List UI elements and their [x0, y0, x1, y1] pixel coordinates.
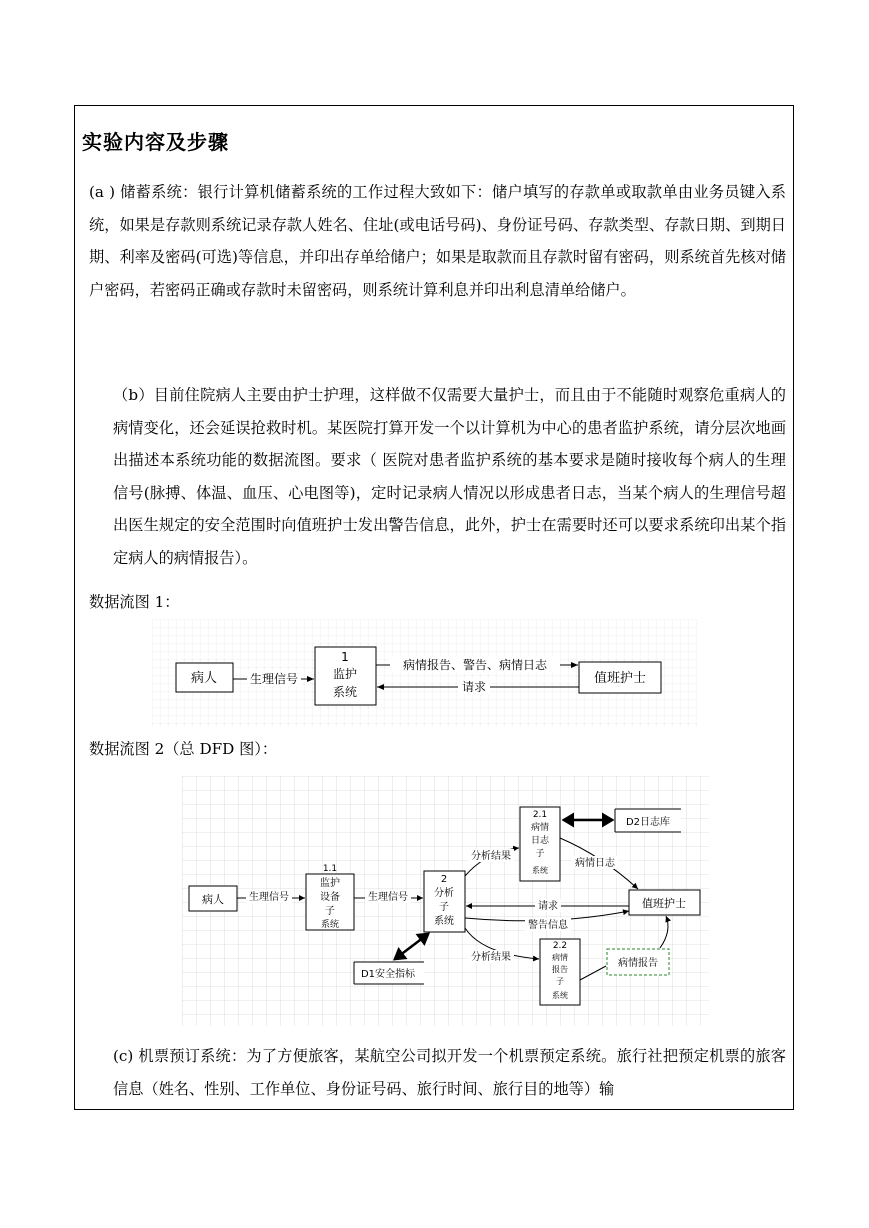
dfd2-process-2-2-l1: 病情	[552, 953, 568, 962]
dfd2-process-2-2-num: 2.2	[552, 941, 568, 951]
dfd1-flow-signal-label: 生理信号	[249, 672, 299, 686]
dfd1-flow-request-label: 请求	[461, 680, 487, 694]
dfd2-process-2-l3: 系统	[434, 916, 454, 927]
dfd2-process-2-num: 2	[440, 874, 448, 885]
dfd2-process-2-l1: 分析	[434, 888, 454, 899]
dfd2-process-2-2-l2: 报告	[552, 965, 568, 974]
dfd2-flow-signal-1-label: 生理信号	[249, 892, 289, 903]
dfd2-diagram	[182, 776, 709, 1026]
dfd1-process-number: 1	[341, 650, 349, 664]
dfd1-nurse-label: 值班护士	[593, 671, 647, 686]
dfd2-patient-label: 病人	[202, 893, 224, 906]
dfd2-flow-result-2-label: 分析结果	[471, 952, 511, 963]
dfd2-process-2-1-l2: 日志	[530, 836, 550, 846]
dfd2-process-2-l2: 子	[439, 902, 449, 913]
dfd2-store-d1-label: D1安全指标	[360, 969, 416, 980]
dfd2-store-d2-label: D2日志库	[625, 817, 671, 828]
dfd2-flow-request-label: 请求	[538, 901, 558, 912]
dfd2-process-1-1-l1: 监护	[320, 878, 340, 889]
paragraph-a: (a ) 储蓄系统：银行计算机储蓄系统的工作过程大致如下：储户填写的存款单或取款单由业务员键入系统，如果是存款则系统记录存款人姓名、住址(或电话号码)、身份证号码、存款类型、存款日期、到期日期、利率及密码(可选)等信息，并印出存单给储户；如果是取款而且存款时留有密码，则系统首先核对储户密码，若密码正确或存款时未留密码，则系统计算利息并印出利息清单给储户。	[89, 183, 786, 299]
dfd2-process-1-1-l3: 子	[325, 906, 335, 917]
dfd2-caption: 数据流图 2（总 DFD 图）：	[89, 740, 278, 758]
dfd2-process-1-1-l4: 系统	[320, 920, 340, 930]
dfd2-flow-log-label: 病情日志	[575, 858, 615, 869]
dfd2-flow-warning-label: 警告信息	[528, 920, 568, 931]
dfd2-nurse-label: 值班护士	[642, 897, 686, 910]
dfd2-process-2-1-l3: 子	[535, 849, 545, 859]
dfd2-process-2-2-l3: 子	[556, 977, 564, 986]
dfd1-patient-label: 病人	[190, 671, 218, 686]
dfd2-report-label: 病情报告	[618, 958, 658, 969]
dfd2-flow-result-1-label: 分析结果	[471, 851, 511, 862]
dfd2-process-2-2-l4: 系统	[552, 991, 568, 1000]
dfd2-flow-signal-2-label: 生理信号	[368, 892, 408, 903]
dfd1-process-line2: 系统	[332, 685, 358, 699]
dfd1-diagram	[152, 619, 697, 726]
dfd2-process-2-1-l1: 病情	[530, 823, 550, 833]
dfd2-process-2-1-l4: 系统	[532, 866, 548, 875]
paragraph-c: (c) 机票预订系统：为了方便旅客，某航空公司拟开发一个机票预定系统。旅行社把预定机票的旅客信息（姓名、性别、工作单位、身份证号码、旅行时间、旅行目的地等）输	[113, 1047, 786, 1098]
dfd1-flow-report-label: 病情报告、警告、病情日志	[402, 658, 548, 672]
dfd2-process-2-1-num: 2.1	[532, 810, 548, 820]
dfd1-caption: 数据流图 1：	[89, 593, 180, 611]
dfd2-process-1-1-l2: 设备	[320, 892, 340, 903]
paragraph-b: （b）目前住院病人主要由护士护理，这样做不仅需要大量护士，而且由于不能随时观察危重病人的病情变化，还会延误抢救时机。某医院打算开发一个以计算机为中心的患者监护系统，请分层次地画出描述本系统功能的数据流图。要求（ 医院对患者监护系统的基本要求是随时接收每个病人的生理信号(脉搏、体温、血压、心电图等)，定时记录病人情况以形成患者日志，当某个病人的生理信号超出医生规定的安全范围时向值班护士发出警告信息，此外，护士在需要时还可以要求系统印出某个指定病人的病情报告）。	[113, 386, 786, 567]
dfd2-process-1-1-num: 1.1	[322, 864, 338, 874]
section-title: 实验内容及步骤	[82, 130, 229, 154]
dfd1-process-line1: 监护	[332, 667, 358, 681]
